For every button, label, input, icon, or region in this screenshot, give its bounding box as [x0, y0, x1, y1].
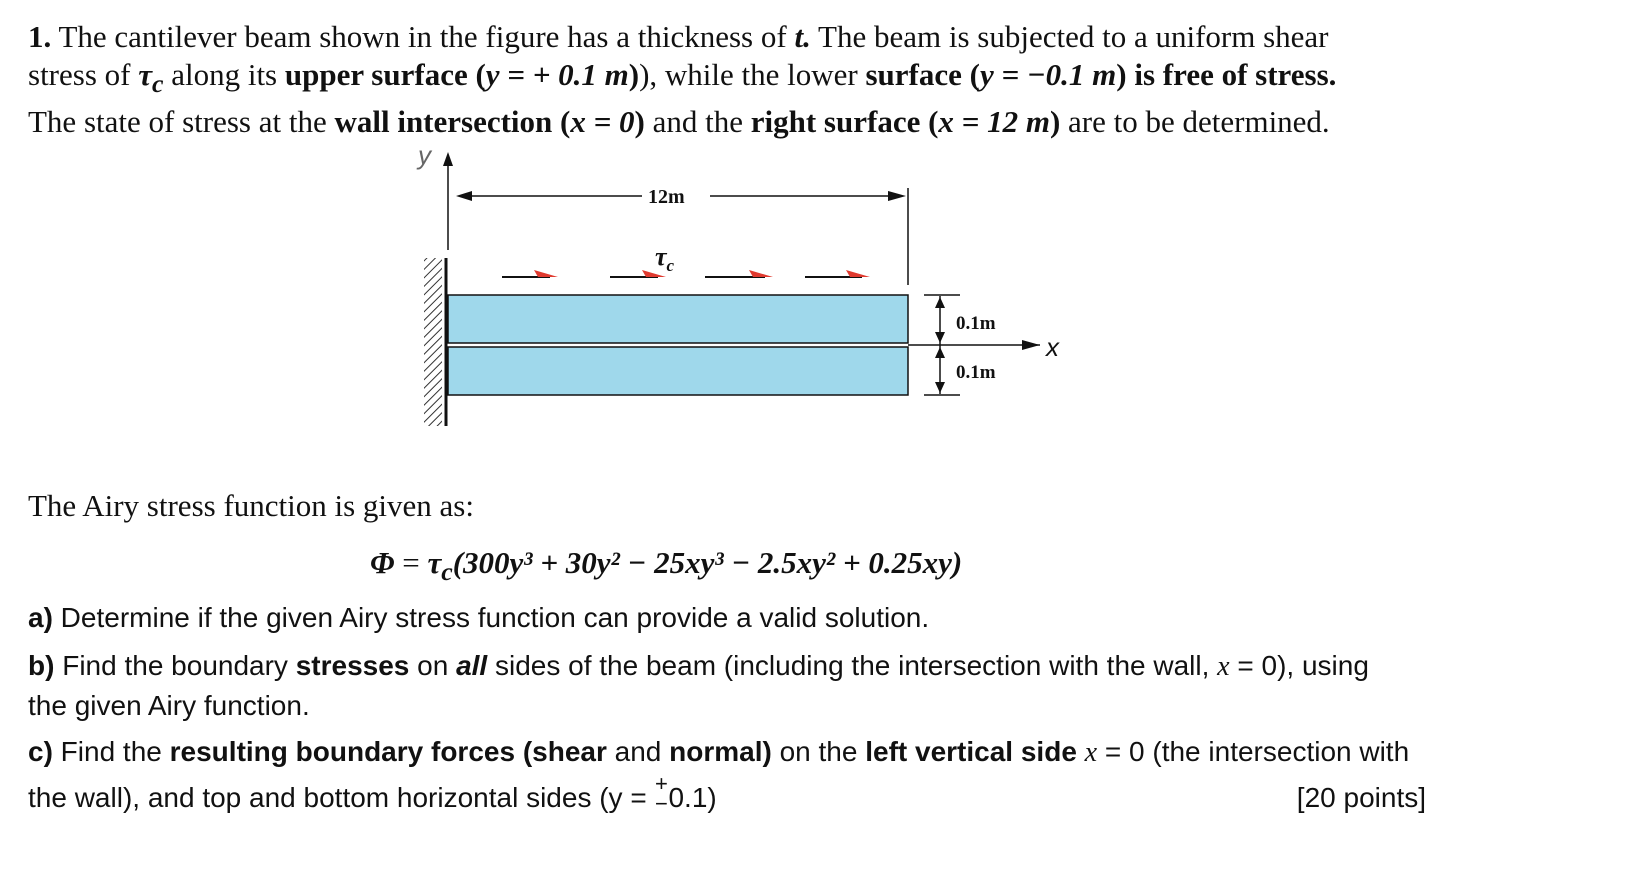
- text-span: on the: [771, 736, 866, 767]
- upper-surface-eq: y = + 0.1 m: [485, 57, 629, 92]
- part-b-line-2: the given Airy function.: [28, 690, 310, 721]
- dim-arrow: [935, 332, 945, 343]
- text-span: and: [606, 736, 670, 767]
- right-label: right surface (: [750, 104, 939, 140]
- lower-surface-label: surface (: [865, 57, 980, 92]
- x-axis-arrowhead: [1022, 340, 1040, 350]
- wall-hatch: [424, 258, 442, 426]
- part-b-label: b): [28, 650, 55, 681]
- part-b-line-1: [28, 646, 1369, 687]
- problem-line-3: [28, 103, 1628, 141]
- text-span: ), while the lower: [639, 57, 866, 92]
- stresses-word: stresses: [295, 650, 410, 681]
- part-a-text: Determine if the given Airy stress function can provide a valid solution.: [52, 602, 930, 633]
- thickness-symbol: t.: [794, 19, 811, 54]
- cantilever-beam-figure: [400, 140, 1100, 440]
- equals-sign: =: [394, 545, 428, 580]
- text-span: and the: [644, 104, 751, 140]
- bold-span: normal): [669, 736, 772, 767]
- y-axis-label: y: [418, 140, 431, 170]
- wall-eq: x = 0: [570, 104, 635, 140]
- x-axis-label: x: [1046, 332, 1059, 362]
- text-span: The cantilever beam shown in the figure has a thickness of: [51, 19, 795, 54]
- part-c-line-1: [28, 732, 1409, 773]
- plus-minus-symbol: [654, 771, 668, 818]
- beam-upper-half: [448, 295, 908, 343]
- wall-tail: ): [634, 104, 645, 140]
- text-span: = 0), using: [1229, 650, 1369, 681]
- plus-sign: +: [655, 771, 668, 796]
- right-eq: x = 12 m: [938, 104, 1050, 140]
- lower-surface-tail: ) is free of stress.: [1116, 57, 1337, 92]
- problem-statement: [28, 18, 1628, 141]
- wall-label: wall intersection (: [334, 104, 571, 140]
- beam-lower-half: [448, 347, 908, 395]
- part-a-label: a): [28, 602, 53, 633]
- length-label: 12m: [648, 186, 685, 208]
- problem-number: 1.: [28, 19, 52, 54]
- part-c-label: c): [28, 736, 53, 767]
- text-span: stress of: [28, 57, 139, 92]
- text-span: Find the: [52, 736, 170, 767]
- x-variable: x: [1217, 651, 1230, 682]
- upper-thickness-label: 0.1m: [956, 313, 996, 334]
- dim-arrow: [935, 347, 945, 358]
- part-a: [28, 598, 929, 638]
- airy-intro: The Airy stress function is given as:: [28, 488, 474, 523]
- dim-arrow: [935, 297, 945, 308]
- text-span: The beam is subjected to a uniform shear: [810, 19, 1329, 54]
- upper-surface-label: upper surface (: [284, 57, 486, 92]
- bold-span: resulting boundary forces (shear: [169, 736, 607, 767]
- text-span: [1077, 736, 1085, 767]
- minus-sign: −: [655, 791, 668, 816]
- text-span: = 0 (the intersection with: [1097, 736, 1410, 767]
- phi-symbol: Φ: [370, 545, 395, 580]
- text-span: sides of the beam (including the intersection with the wall,: [487, 650, 1218, 681]
- y-axis-arrowhead: [443, 152, 453, 166]
- dimension-arrow-right: [888, 191, 906, 201]
- tau-symbol: τ: [427, 545, 442, 580]
- shear-arrows: [502, 270, 870, 277]
- tau-subscript: c: [441, 557, 453, 587]
- text-span: The state of stress at the: [28, 104, 335, 140]
- problem-line-2: stress of $\tau_c$ along its upper surface (y = + 0.1 m)), while the lower surface (y = −0.1 m) is free of stress.: [28, 57, 1337, 99]
- tau-symbol: τ: [138, 57, 152, 92]
- all-word: all: [456, 650, 488, 681]
- part-c-line-2: [28, 771, 717, 818]
- airy-equation: [370, 545, 962, 587]
- right-tail: ): [1049, 104, 1061, 140]
- airy-expression: (300y³ + 30y² − 25xy³ − 2.5xy² + 0.25xy): [452, 545, 963, 580]
- x-variable: x: [1084, 737, 1098, 768]
- text-span: 0.1): [668, 782, 717, 813]
- text-span: along its: [163, 57, 285, 92]
- text-span: the wall), and top and bottom horizontal sides (y =: [28, 782, 655, 813]
- shear-stress-label: $\tau_c$: [655, 242, 675, 275]
- tau-subscript: c: [151, 69, 164, 99]
- lower-surface-eq: y = −0.1 m: [979, 57, 1117, 92]
- dimension-arrow-left: [456, 191, 472, 201]
- lower-thickness-label: 0.1m: [956, 362, 996, 383]
- dim-arrow: [935, 382, 945, 393]
- bold-span: left vertical side: [865, 736, 1077, 767]
- text-span: on: [409, 650, 457, 681]
- text-span: are to be determined.: [1060, 104, 1330, 140]
- problem-line-1: [28, 18, 1628, 56]
- text-span: Find the boundary: [54, 650, 296, 681]
- points-label: [20 points]: [1296, 782, 1426, 813]
